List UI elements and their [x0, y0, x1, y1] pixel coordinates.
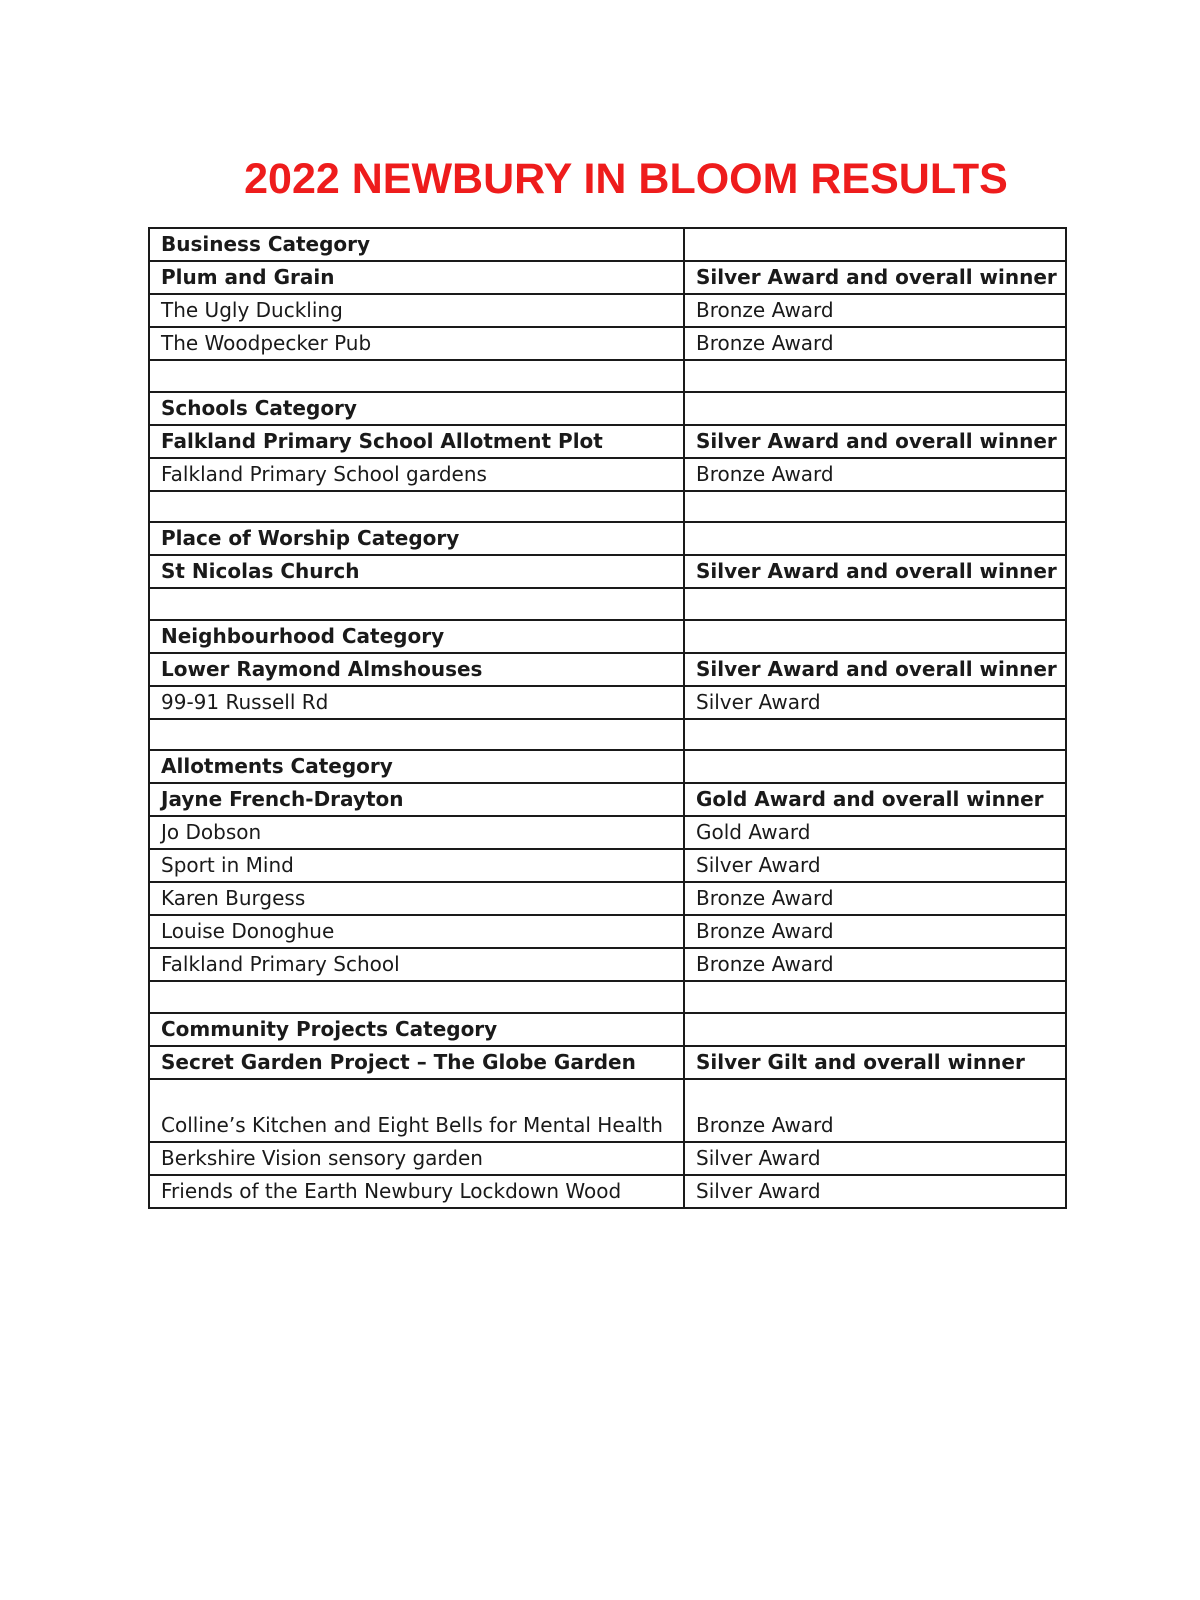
entry-award	[684, 981, 1066, 1013]
entry-award	[684, 522, 1066, 555]
entry-award: Bronze Award	[684, 458, 1066, 491]
table-row	[149, 294, 1066, 327]
entry-award: Silver Award	[684, 686, 1066, 719]
entry-name	[149, 360, 684, 392]
entry-name: Falkland Primary School gardens	[149, 458, 684, 491]
winner-row	[149, 653, 1066, 686]
winner-row	[149, 783, 1066, 816]
entry-award: Silver Gilt and overall winner	[684, 1046, 1066, 1079]
entry-name: 99-91 Russell Rd	[149, 686, 684, 719]
category-row-community	[149, 1013, 1066, 1046]
entry-award	[684, 719, 1066, 751]
entry-name	[149, 719, 684, 751]
entry-award: Gold Award and overall winner	[684, 783, 1066, 816]
entry-name: Business Category	[149, 228, 684, 261]
entry-award: Bronze Award	[684, 915, 1066, 948]
entry-award	[684, 588, 1066, 620]
table-row	[149, 915, 1066, 948]
table-row	[149, 849, 1066, 882]
entry-award: Silver Award and overall winner	[684, 261, 1066, 294]
entry-award: Bronze Award	[684, 882, 1066, 915]
entry-name: Sport in Mind	[149, 849, 684, 882]
spacer-row	[149, 588, 1066, 620]
winner-row	[149, 425, 1066, 458]
table-row	[149, 816, 1066, 849]
entry-name: Friends of the Earth Newbury Lockdown Wood	[149, 1175, 684, 1208]
entry-name: St Nicolas Church	[149, 555, 684, 588]
entry-award	[684, 228, 1066, 261]
entry-name	[149, 491, 684, 523]
page-title: 2022 NEWBURY IN BLOOM RESULTS	[244, 155, 1008, 203]
entry-name: Colline’s Kitchen and Eight Bells for Mental Health	[149, 1079, 684, 1142]
spacer-row	[149, 719, 1066, 751]
entry-name: Karen Burgess	[149, 882, 684, 915]
entry-name: Jayne French-Drayton	[149, 783, 684, 816]
table-row	[149, 1175, 1066, 1208]
table-row	[149, 686, 1066, 719]
entry-name: Schools Category	[149, 392, 684, 425]
entry-name: Lower Raymond Almshouses	[149, 653, 684, 686]
category-row-business	[149, 228, 1066, 261]
entry-name: The Woodpecker Pub	[149, 327, 684, 360]
category-row-schools	[149, 392, 1066, 425]
table-row	[149, 1079, 1066, 1142]
table-row	[149, 458, 1066, 491]
winner-row	[149, 261, 1066, 294]
table-row	[149, 882, 1066, 915]
winner-row	[149, 555, 1066, 588]
spacer-row	[149, 360, 1066, 392]
entry-name: Falkland Primary School	[149, 948, 684, 981]
entry-award	[684, 360, 1066, 392]
entry-award: Silver Award and overall winner	[684, 555, 1066, 588]
entry-award: Bronze Award	[684, 948, 1066, 981]
entry-name: Falkland Primary School Allotment Plot	[149, 425, 684, 458]
entry-name	[149, 588, 684, 620]
entry-award: Silver Award and overall winner	[684, 653, 1066, 686]
spacer-row	[149, 491, 1066, 523]
table-row	[149, 327, 1066, 360]
entry-name: The Ugly Duckling	[149, 294, 684, 327]
entry-award: Gold Award	[684, 816, 1066, 849]
entry-award	[684, 392, 1066, 425]
entry-name: Berkshire Vision sensory garden	[149, 1142, 684, 1175]
table-row	[149, 1142, 1066, 1175]
entry-award: Bronze Award	[684, 294, 1066, 327]
entry-name: Allotments Category	[149, 750, 684, 783]
entry-name: Louise Donoghue	[149, 915, 684, 948]
entry-name: Neighbourhood Category	[149, 620, 684, 653]
entry-award: Bronze Award	[684, 1079, 1066, 1142]
entry-award: Silver Award	[684, 1142, 1066, 1175]
entry-name: Secret Garden Project – The Globe Garden	[149, 1046, 684, 1079]
entry-name	[149, 981, 684, 1013]
entry-award	[684, 750, 1066, 783]
entry-award: Bronze Award	[684, 327, 1066, 360]
entry-name: Community Projects Category	[149, 1013, 684, 1046]
spacer-row	[149, 981, 1066, 1013]
results-table	[148, 227, 1067, 1209]
entry-name: Plum and Grain	[149, 261, 684, 294]
category-row-neighbourhood	[149, 620, 1066, 653]
entry-name: Jo Dobson	[149, 816, 684, 849]
entry-award	[684, 620, 1066, 653]
entry-name: Place of Worship Category	[149, 522, 684, 555]
entry-award	[684, 491, 1066, 523]
entry-award: Silver Award	[684, 849, 1066, 882]
winner-row	[149, 1046, 1066, 1079]
category-row-allotments	[149, 750, 1066, 783]
entry-award: Silver Award	[684, 1175, 1066, 1208]
category-row-worship	[149, 522, 1066, 555]
entry-award: Silver Award and overall winner	[684, 425, 1066, 458]
entry-award	[684, 1013, 1066, 1046]
table-row	[149, 948, 1066, 981]
